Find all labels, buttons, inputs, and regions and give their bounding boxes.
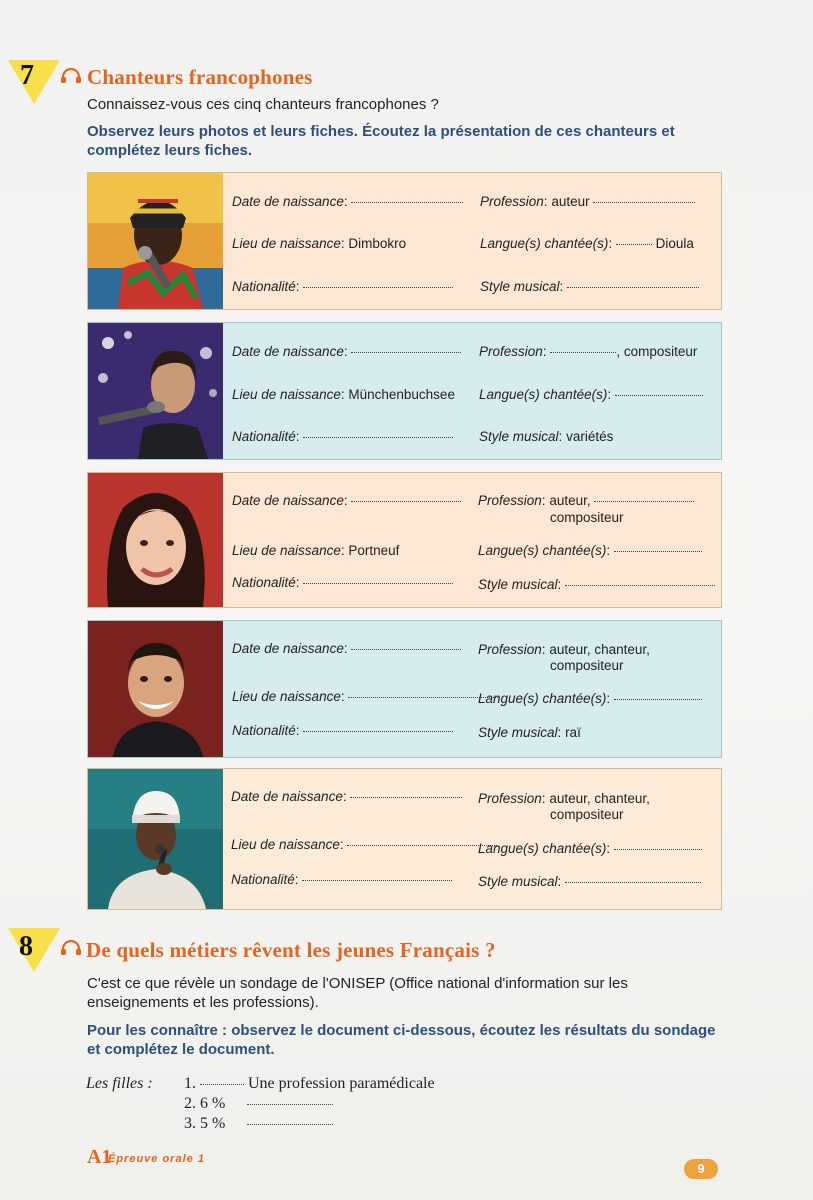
- label-style: Style musical: [479, 429, 559, 444]
- profession-value-line2: compositeur: [550, 510, 624, 525]
- label-lieu: Lieu de naissance: [231, 837, 340, 852]
- blank-item-2[interactable]: [247, 1104, 333, 1105]
- label-nationalite: Nationalité: [231, 872, 295, 887]
- profession-value: auteur, chanteur,: [549, 642, 650, 657]
- style-value: raï: [565, 725, 581, 740]
- label-date: Date de naissance: [232, 194, 344, 209]
- singer-card-4: Date de naissance: Profession: auteur, chanteur, compositeur Lieu de naissance: Langue(s) chantée(s): Nationalité: Style musical: raï: [87, 620, 722, 758]
- blank-langue[interactable]: [616, 244, 652, 245]
- profession-value-line2: compositeur: [550, 807, 624, 822]
- blank-lieu[interactable]: [348, 697, 498, 698]
- singer-card-2: Date de naissance: Profession: , compositeur Lieu de naissance: Münchenbuchsee Langue(s) chantée(s): Nationalité: Style musical: variétés: [87, 322, 722, 460]
- footer-logo: A1: [87, 1146, 112, 1168]
- exercise-8-number: 8: [19, 931, 33, 962]
- label-style: Style musical: [478, 874, 558, 889]
- label-langue: Langue(s) chantée(s): [478, 691, 607, 706]
- singer-photo-4: [88, 621, 223, 757]
- blank-style[interactable]: [567, 287, 699, 288]
- label-date: Date de naissance: [232, 344, 344, 359]
- exercise-8-instruction: Pour les connaître : observez le document ci-dessous, écoutez les résultats du sondage et complétez le document.: [87, 1022, 716, 1058]
- label-profession: Profession: [479, 344, 543, 359]
- exercise-7-title: Chanteurs francophones: [87, 65, 313, 89]
- lieu-value: Münchenbuchsee: [348, 387, 455, 402]
- blank-langue[interactable]: [614, 551, 702, 552]
- lieu-value: Dimbokro: [348, 236, 407, 251]
- blank-date[interactable]: [351, 501, 461, 502]
- blank-date[interactable]: [351, 649, 461, 650]
- label-langue: Langue(s) chantée(s): [480, 236, 609, 251]
- list-item-3: 3. 5 %: [184, 1115, 333, 1133]
- blank-item-1[interactable]: [200, 1084, 244, 1085]
- blank-langue[interactable]: [614, 849, 702, 850]
- headphones-icon: [60, 68, 82, 84]
- list-label-filles: Les filles :: [86, 1075, 153, 1092]
- blank-style[interactable]: [565, 882, 701, 883]
- profession-value: auteur,: [549, 493, 591, 508]
- label-profession: Profession: [478, 791, 542, 806]
- blank-date[interactable]: [351, 352, 461, 353]
- blank-nationalite[interactable]: [303, 287, 453, 288]
- blank-item-3[interactable]: [247, 1124, 333, 1125]
- exercise-7-marker: [8, 60, 60, 104]
- blank-nationalite[interactable]: [303, 437, 453, 438]
- singer-photo-3: [88, 473, 223, 607]
- label-nationalite: Nationalité: [232, 575, 296, 590]
- list-item-1: 1. Une profession paramédicale: [184, 1075, 435, 1092]
- blank-nationalite[interactable]: [302, 880, 452, 881]
- profession-value-line2: compositeur: [550, 658, 624, 673]
- blank-profession[interactable]: [593, 202, 695, 203]
- headphones-icon: [60, 940, 82, 956]
- profession-value: auteur, chanteur,: [549, 791, 650, 806]
- exercise-7-instruction: Observez leurs photos et leurs fiches. Écoutez la présentation de ces chanteurs et complétez leurs fiches.: [87, 123, 675, 159]
- label-date: Date de naissance: [231, 789, 343, 804]
- label-profession: Profession: [478, 642, 542, 657]
- langue-value: Dioula: [655, 236, 694, 251]
- exercise-8-title: De quels métiers rêvent les jeunes Français ?: [86, 938, 496, 962]
- label-langue: Langue(s) chantée(s): [479, 387, 608, 402]
- singer-card-3: Date de naissance: Profession: auteur, compositeur Lieu de naissance: Portneuf Langue(s) chantée(s): Nationalité: Style musical:: [87, 472, 722, 608]
- blank-lieu[interactable]: [347, 845, 497, 846]
- label-nationalite: Nationalité: [232, 723, 296, 738]
- singer-card-5: Date de naissance: Profession: auteur, chanteur, compositeur Lieu de naissance: Langue(s) chantée(s): Nationalité: Style musical:: [87, 768, 722, 910]
- blank-profession[interactable]: [594, 501, 694, 502]
- label-lieu: Lieu de naissance: [232, 236, 341, 251]
- singer-card-1: Date de naissance: Profession: auteur Lieu de naissance: Dimbokro Langue(s) chantée(s): Dioula Nationalité: Style musical:: [87, 172, 722, 310]
- label-langue: Langue(s) chantée(s): [478, 543, 607, 558]
- label-profession: Profession: [478, 493, 542, 508]
- profession-value: auteur: [551, 194, 590, 209]
- exercise-7-number: 7: [20, 60, 34, 91]
- label-style: Style musical: [478, 725, 558, 740]
- label-langue: Langue(s) chantée(s): [478, 841, 607, 856]
- blank-date[interactable]: [350, 797, 462, 798]
- style-value: variétés: [566, 429, 614, 444]
- blank-style[interactable]: [565, 585, 715, 586]
- blank-langue[interactable]: [615, 395, 703, 396]
- label-style: Style musical: [478, 577, 558, 592]
- label-lieu: Lieu de naissance: [232, 689, 341, 704]
- blank-langue[interactable]: [614, 699, 702, 700]
- footer-subtitle: Épreuve orale 1: [108, 1153, 205, 1165]
- blank-profession[interactable]: [550, 352, 616, 353]
- label-date: Date de naissance: [232, 493, 344, 508]
- blank-nationalite[interactable]: [303, 731, 453, 732]
- label-date: Date de naissance: [232, 641, 344, 656]
- exercise-8-marker: [8, 928, 60, 972]
- label-nationalite: Nationalité: [232, 429, 296, 444]
- label-lieu: Lieu de naissance: [232, 387, 341, 402]
- singer-photo-2: [88, 323, 223, 459]
- blank-date[interactable]: [351, 202, 463, 203]
- singer-photo-1: [88, 173, 223, 309]
- label-style: Style musical: [480, 279, 560, 294]
- list-item-2: 2. 6 %: [184, 1095, 333, 1113]
- label-lieu: Lieu de naissance: [232, 543, 341, 558]
- profession-value: , compositeur: [616, 344, 698, 359]
- exercise-8-intro: C'est ce que révèle un sondage de l'ONISEP (Office national d'information sur les enseignements et les professions).: [87, 975, 628, 1011]
- singer-photo-5: [88, 769, 223, 909]
- blank-nationalite[interactable]: [303, 583, 453, 584]
- page-number: 9: [684, 1159, 718, 1179]
- exercise-7-question: Connaissez-vous ces cinq chanteurs francophones ?: [87, 96, 439, 113]
- label-nationalite: Nationalité: [232, 279, 296, 294]
- label-profession: Profession: [480, 194, 544, 209]
- lieu-value: Portneuf: [348, 543, 400, 558]
